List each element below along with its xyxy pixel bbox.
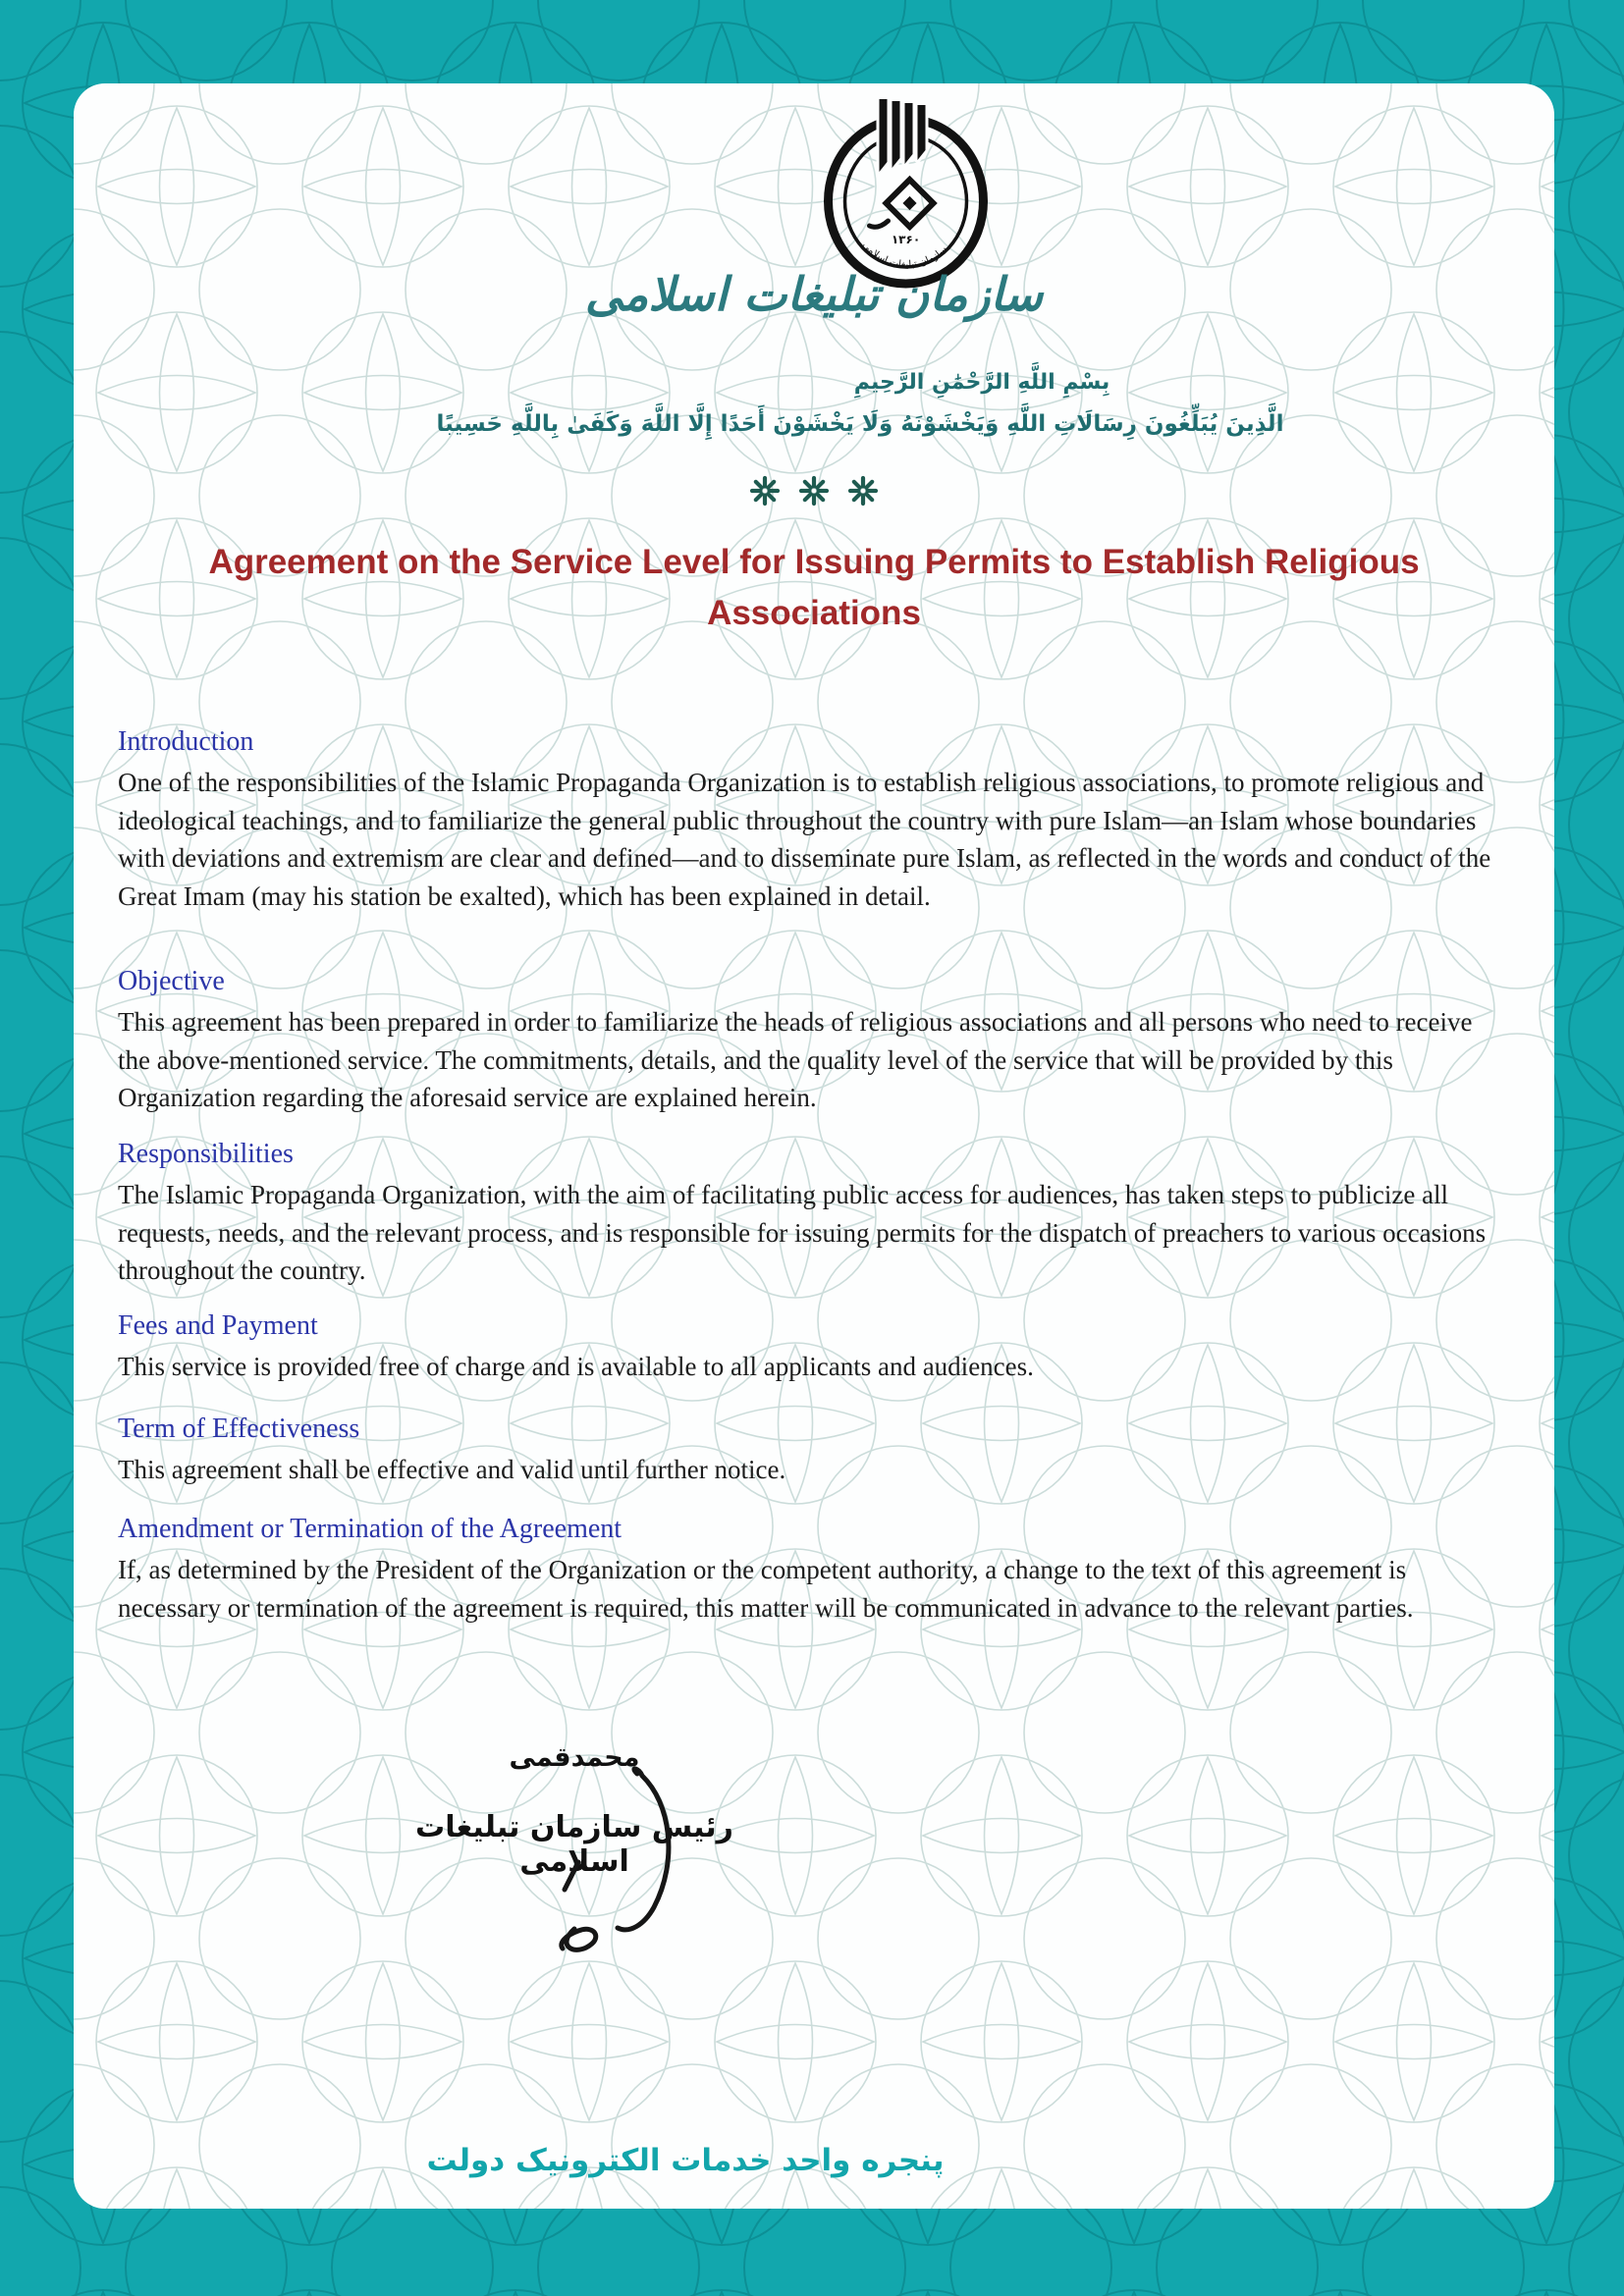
section-term-of-effectiveness xyxy=(118,1412,1504,1489)
section-body: This agreement has been prepared in order to familiarize the heads of religious associations and all persons who need to receive the above-mentioned service. The commitments, details, and the quality level of the service that will be provided by this Organization regarding the aforesaid service are explained herein. xyxy=(118,1007,1473,1112)
section-objective xyxy=(118,964,1504,1117)
bismillah-line: بِسْمِ اللَّهِ الرَّحْمَٰنِ الرَّحِيمِ xyxy=(853,370,1110,395)
section-body: This agreement shall be effective and valid until further notice. xyxy=(118,1455,786,1484)
section-body: If, as determined by the President of the Organization or the competent authority, a change to the text of this agreement is necessary or termination of the agreement is required, this matter will be communicated in advance to the relevant parties. xyxy=(118,1555,1414,1623)
signer-role: رئیس سازمان تبلیغات اسلامی xyxy=(415,1810,733,1879)
section-body: The Islamic Propaganda Organization, with the aim of facilitating public access for audiences, has taken steps to publicize all requests, needs, and the relevant process, and is responsible for issuing permits for the dispatch of preachers to various occasions throughout the country. xyxy=(118,1180,1487,1285)
section-introduction xyxy=(118,724,1504,915)
handwritten-signature xyxy=(535,1764,702,1955)
section-amendment-or-termination xyxy=(118,1512,1504,1627)
section-heading: Introduction xyxy=(118,726,254,757)
flower-ornament-icon xyxy=(740,474,888,512)
section-heading: Responsibilities xyxy=(118,1139,294,1169)
section-fees-and-payment xyxy=(118,1308,1504,1386)
section-heading: Term of Effectiveness xyxy=(118,1414,360,1444)
document-panel xyxy=(74,83,1554,2209)
page-title: Agreement on the Service Level for Issuing Permits to Establish Religious Associations xyxy=(208,543,1420,632)
emblem-ring-label: سازمان تبلیغات اسلامی xyxy=(859,240,949,271)
section-heading: Amendment or Termination of the Agreement xyxy=(118,1514,623,1544)
organization-calligraphy: سازمان تبلیغات اسلامی xyxy=(584,268,1044,322)
section-body: One of the responsibilities of the Islamic Propaganda Organization is to establish religious associations, to promote religious and ideological teachings, and to familiarize the general public throughout the country with pure Islam—an Islam whose boundaries with deviations and extremism are clear and defined—and to disseminate pure Islam, as reflected in the words and conduct of the Great Imam (may his station be exalted), which has been explained in detail. xyxy=(118,768,1491,911)
section-responsibilities xyxy=(118,1137,1504,1290)
quran-verse-line: الَّذِينَ يُبَلِّغُونَ رِسَالَاتِ اللَّهِ وَيَخْشَوْنَهُ وَلَا يَخْشَوْنَ أَحَدًا إِلَّا اللَّهَ وَكَفَىٰ بِاللَّهِ حَسِيبًا xyxy=(436,411,1284,437)
signer-name: محمدقمی xyxy=(509,1742,640,1773)
section-heading: Fees and Payment xyxy=(118,1310,318,1341)
section-body: This service is provided free of charge and is available to all applicants and audiences. xyxy=(118,1352,1034,1381)
footer-egov-label: پنجره واحد خدمات الکترونیک دولت xyxy=(426,2143,945,2178)
section-heading: Objective xyxy=(118,966,225,996)
emblem-year: ۱۳۶۰ xyxy=(891,233,921,246)
